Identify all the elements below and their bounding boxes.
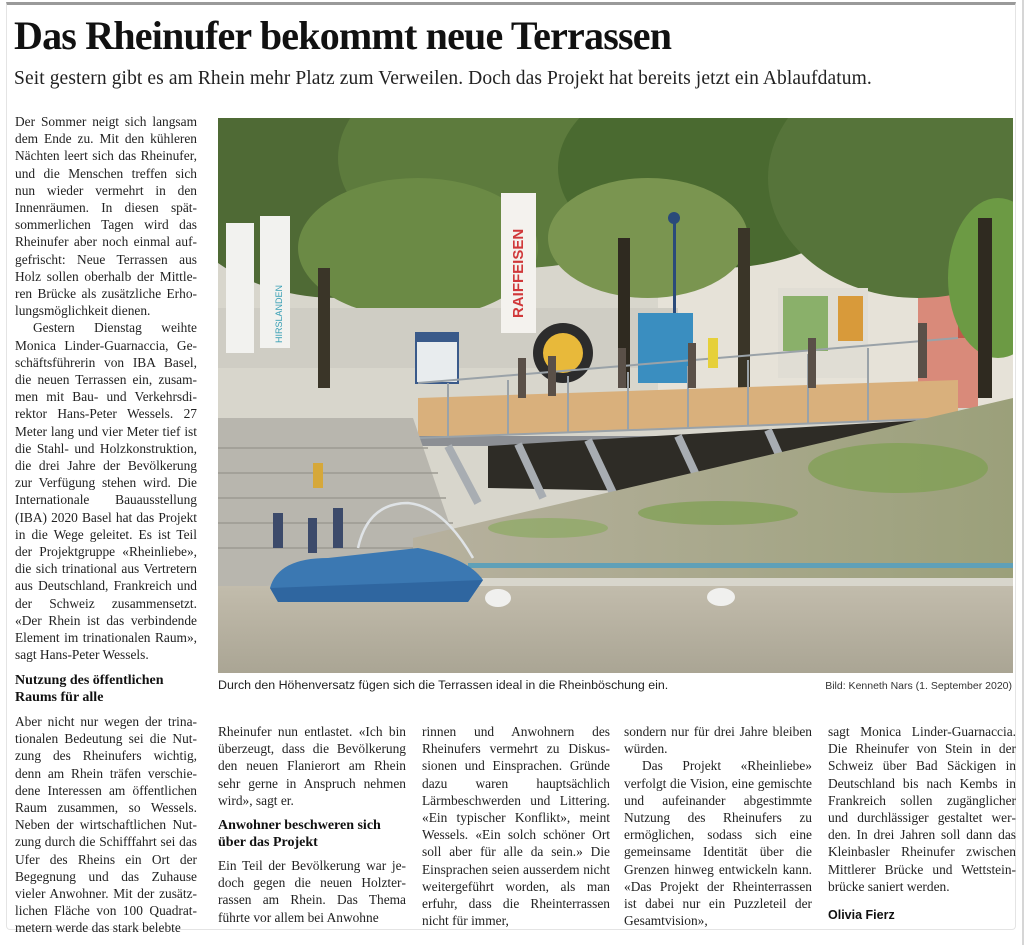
paragraph-three-years: sondern nur für drei Jahre bleiben würden. bbox=[624, 724, 812, 757]
paragraph-relief: Rheinufer nun entlastet. «Ich bin überzeugt, dass die Bevölkerung den neuen Flanierort am Rhein sehr gerne in Anspruch nehmen wird», sagt er. bbox=[218, 724, 406, 808]
svg-text:HIRSLANDEN: HIRSLANDEN bbox=[274, 284, 284, 343]
paragraph-opposition: Ein Teil der Bevölkerung war jedoch gegen die neuen Holzterrassen am Rhein. Das Thema führte vor allem bei Anwohne bbox=[218, 858, 406, 925]
article-column-5 bbox=[828, 723, 1016, 924]
photo-caption: Durch den Höhenversatz fügen sich die Terrassen ideal in die Rheinböschung ein. bbox=[218, 678, 669, 692]
article-subheadline: Seit gestern gibt es am Rhein mehr Platz zum Verweilen. Doch das Projekt hat bereits jetzt ein Ablaufdatum. bbox=[14, 68, 872, 89]
article-column-4 bbox=[624, 723, 812, 929]
paragraph-complaints: rinnen und Anwohnern des Rheinufers vermehrt zu Diskussionen und Einsprachen. Gründe dazu waren hauptsächlich Lärmbeschwerden und Littering. «Ein typischer Konflikt», meint Wessels. «Ein solch schöner Ort soll aber für alle da sein.» Die Einsprachen seien ausserdem nicht weitergeführt worden, als man erfuhr, dass die Rheinterrassen nicht für immer, bbox=[422, 724, 610, 929]
paragraph-opening: Gestern Dienstag weihte Monica Linder-Guarnaccia, Geschäftsführerin von IBA Basel, die neuen Terrassen ein, zusammen mit Bau- und Verkehrsdirektor Hans-Peter Wessels. 27 Meter lang und vier Meter tief ist die Stahl- und Holzkonstruktion, die drei Jahre der Bevölkerung zur Verfügung stehen wird. Die Internationale Bauausstellung (IBA) 2020 Basel hat das Projekt in die Wege geleitet. Es ist Teil der Projektgruppe «Rheinliebe», die sich trinational aus Vertretern aus Deutschland, Frankreich und der Schweiz zusammensetzt. «Der Rhein ist das verbindende Element im trinationalen Raum», sagt Hans-Peter Wessels. bbox=[15, 320, 197, 663]
rhine-terrace-photo bbox=[218, 118, 1013, 673]
section-heading-residents: Anwohner beschweren sich über das Projekt bbox=[218, 818, 381, 851]
article-headline: Das Rheinufer bekommt neue Terrassen bbox=[14, 13, 672, 58]
section-heading-public-space: Nutzung des öffentlichen Raums für alle bbox=[15, 672, 164, 705]
author-byline: Olivia Fierz bbox=[828, 908, 895, 923]
article-column-1-continued bbox=[15, 713, 197, 937]
paragraph-usage: Aber nicht nur wegen der trinationalen Bedeutung sei die Nutzung des Rheinufers wichtig, denn am Rhein träfen verschiedene Interessen am öffentlichen Raum zusammen, so Wessels. Neben der wirtschaftlichen Nutzung durch die Schifffahrt sei das Ufer des Rheins ein Ort der Begegnung und das Zuhause vieler Anwohner. Mit der zusätzlichen Fläche von 100 Quadratmetern werde das stark belebte bbox=[15, 714, 197, 936]
article-column-2 bbox=[218, 723, 406, 926]
paragraph-vision: Das Projekt «Rheinliebe» verfolgt die Vision, eine gemischte und aufeinander abgestimmte Nutzung des Rheinufers zu ermöglichen, sodass sich eine gemeinsame Identität über die Grenzen hinweg entwickeln kann. «Das Projekt der Rheinterrassen ist dabei nur ein Puzzleteil der Gesamtvision», bbox=[624, 758, 812, 929]
raiffeisen-flag-text: RAIFFEISEN bbox=[510, 228, 527, 318]
article-photo bbox=[218, 118, 1013, 673]
paragraph-intro: Der Sommer neigt sich langsam dem Ende zu. Mit den kühleren Nächten leert sich das Rheinufer, und die Menschen treffen sich nun wieder vermehrt in den Innenräumen. In diesen spätsommerlichen Tagen wird das Rheinufer aber noch einmal aufgefrischt: Neue Terrassen aus Holz sollen oberhalb der Mittleren Brücke als zusätzliche Erholungsmöglichkeit dienen. bbox=[15, 114, 197, 319]
paragraph-outlook: sagt Monica Linder-Guarnaccia. Die Rheinufer von Stein in der Schweiz über Bad Säckigen in Deutschland bis nach Kembs in Frankreich sollen zugänglicher und durchlässiger gestaltet werden. In drei Jahren soll dann das Kleinbasler Rheinufer zwischen Mittlerer Brücke und Wettsteinbrücke saniert werden. bbox=[828, 724, 1016, 894]
article-column-1 bbox=[15, 113, 197, 712]
article-column-3 bbox=[422, 723, 610, 929]
photo-credit: Bild: Kenneth Nars (1. September 2020) bbox=[825, 680, 1012, 692]
